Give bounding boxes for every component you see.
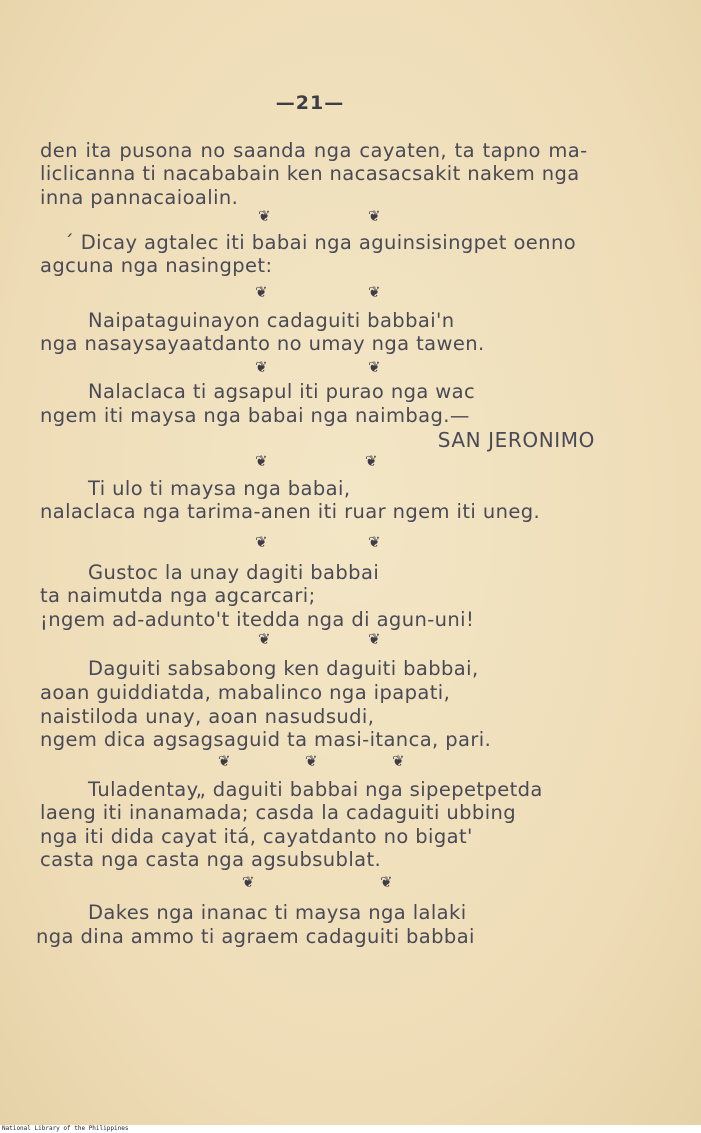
text-line: aoan guiddiatda, mabalinco nga ipapati, xyxy=(40,681,451,704)
attribution: SAN JERONIMO xyxy=(437,428,595,452)
text-line: ´ Dicay agtalec iti babai nga aguinsisingpet oenno xyxy=(64,231,577,254)
text-line: ta naimutda nga agcarcari; xyxy=(40,584,316,607)
library-credit: National Library of the Philippines xyxy=(0,1125,701,1133)
text-line: ngem iti maysa nga babai nga naimbag.— xyxy=(40,404,470,427)
ornament-icon: ❦ xyxy=(305,752,318,770)
ornament-icon: ❦ xyxy=(242,873,255,891)
text-line: nga iti dida cayat itá, cayatdanto no bigat' xyxy=(40,825,473,848)
ornament-icon: ❦ xyxy=(218,752,231,770)
text-line: Gustoc la unay dagiti babbai xyxy=(88,561,380,584)
text-line: nga nasaysayaatdanto no umay nga tawen. xyxy=(40,332,485,355)
text-line: Nalaclaca ti agsapul iti purao nga wac xyxy=(88,380,476,403)
ornament-icon: ❦ xyxy=(255,283,268,301)
ornament-icon: ❦ xyxy=(368,207,381,225)
text-line: nga dina ammo ti agraem cadaguiti babbai xyxy=(36,925,475,948)
text-line: nalaclaca nga tarima-anen iti ruar ngem iti uneg. xyxy=(40,500,541,523)
text-line: agcuna nga nasingpet: xyxy=(40,254,273,277)
text-line: liclicanna ti nacababain ken nacasacsakit nakem nga xyxy=(40,162,580,185)
text-line: den ita pusona no saanda nga cayaten, ta tapno ma- xyxy=(40,139,588,162)
ornament-icon: ❦ xyxy=(368,533,381,551)
text-line: Naipataguinayon cadaguiti babbai'n xyxy=(88,309,455,332)
ornament-icon: ❦ xyxy=(255,533,268,551)
text-line: ¡ngem ad-adunto't itedda nga di agun-uni! xyxy=(40,608,475,631)
ornament-icon: ❦ xyxy=(380,873,393,891)
text-line: naistiloda unay, aoan nasudsudi, xyxy=(40,705,375,728)
ornament-icon: ❦ xyxy=(365,452,378,470)
ornament-icon: ❦ xyxy=(368,630,381,648)
ornament-icon: ❦ xyxy=(258,630,271,648)
text-line: Daguiti sabsabong ken daguiti babbai, xyxy=(88,657,479,680)
ornament-icon: ❦ xyxy=(255,452,268,470)
text-line: laeng iti inanamada; casda la cadaguiti ubbing xyxy=(40,801,517,824)
text-line: ngem dica agsagsaguid ta masi-itanca, pari. xyxy=(40,728,492,751)
text-line: Tuladentay„ daguiti babbai nga sipepetpetda xyxy=(88,778,543,801)
text-line: inna pannacaioalin. xyxy=(40,186,239,209)
ornament-icon: ❦ xyxy=(392,752,405,770)
text-line: Ti ulo ti maysa nga babai, xyxy=(88,477,351,500)
ornament-icon: ❦ xyxy=(255,358,268,376)
ornament-icon: ❦ xyxy=(368,358,381,376)
text-line: Dakes nga inanac ti maysa nga lalaki xyxy=(88,901,467,924)
text-line: casta nga casta nga agsubsublat. xyxy=(40,848,382,871)
page-number: —21— xyxy=(275,92,345,114)
ornament-icon: ❦ xyxy=(368,283,381,301)
ornament-icon: ❦ xyxy=(258,207,271,225)
